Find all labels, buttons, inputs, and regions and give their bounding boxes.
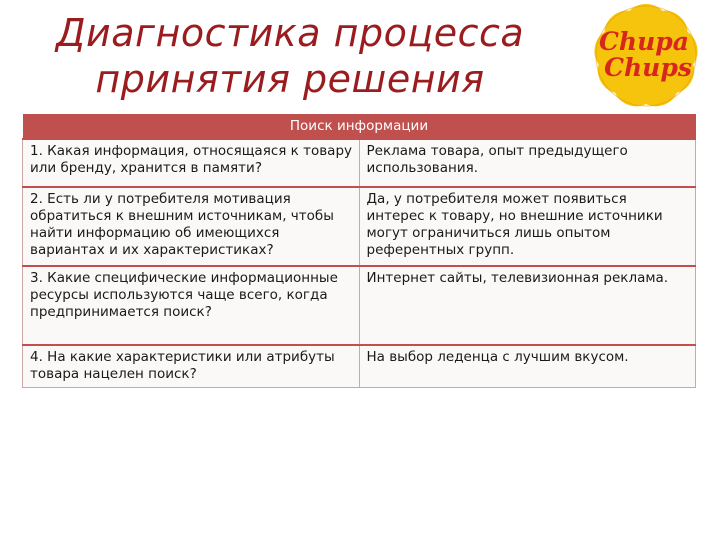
slide-title-line-1: Диагностика процесса [55,11,525,55]
table-row [23,345,696,388]
answer-cell: Интернет сайты, телевизионная реклама. [359,266,696,345]
slide-title-line-2: принятия решения [95,57,485,101]
question-cell: 1. Какая информация, относящаяся к товару или бренду, хранится в памяти? [23,139,360,187]
question-cell: 2. Есть ли у потребителя мотивация обратиться к внешним источникам, чтобы найти информацию об имеющихся вариантах и их характеристиках? [23,187,360,266]
slide-title [40,10,540,102]
chupa-chups-logo [576,2,716,110]
answer-cell: На выбор леденца с лучшим вкусом. [359,345,696,388]
table-row [23,139,696,187]
logo-text-line-1: Chupa [599,27,689,56]
answer-cell: Да, у потребителя может появиться интерес к товару, но внешние источники могут ограничиться лишь опытом референтных групп. [359,187,696,266]
logo-text-line-2: Chups [604,53,692,82]
table-row [23,187,696,266]
table-header: Поиск информации [23,114,696,139]
answer-cell: Реклама товара, опыт предыдущего использования. [359,139,696,187]
question-cell: 4. На какие характеристики или атрибуты товара нацелен поиск? [23,345,360,388]
table-row [23,266,696,345]
info-search-table [22,114,696,388]
question-cell: 3. Какие специфические информационные ресурсы используются чаще всего, когда предпринимается поиск? [23,266,360,345]
